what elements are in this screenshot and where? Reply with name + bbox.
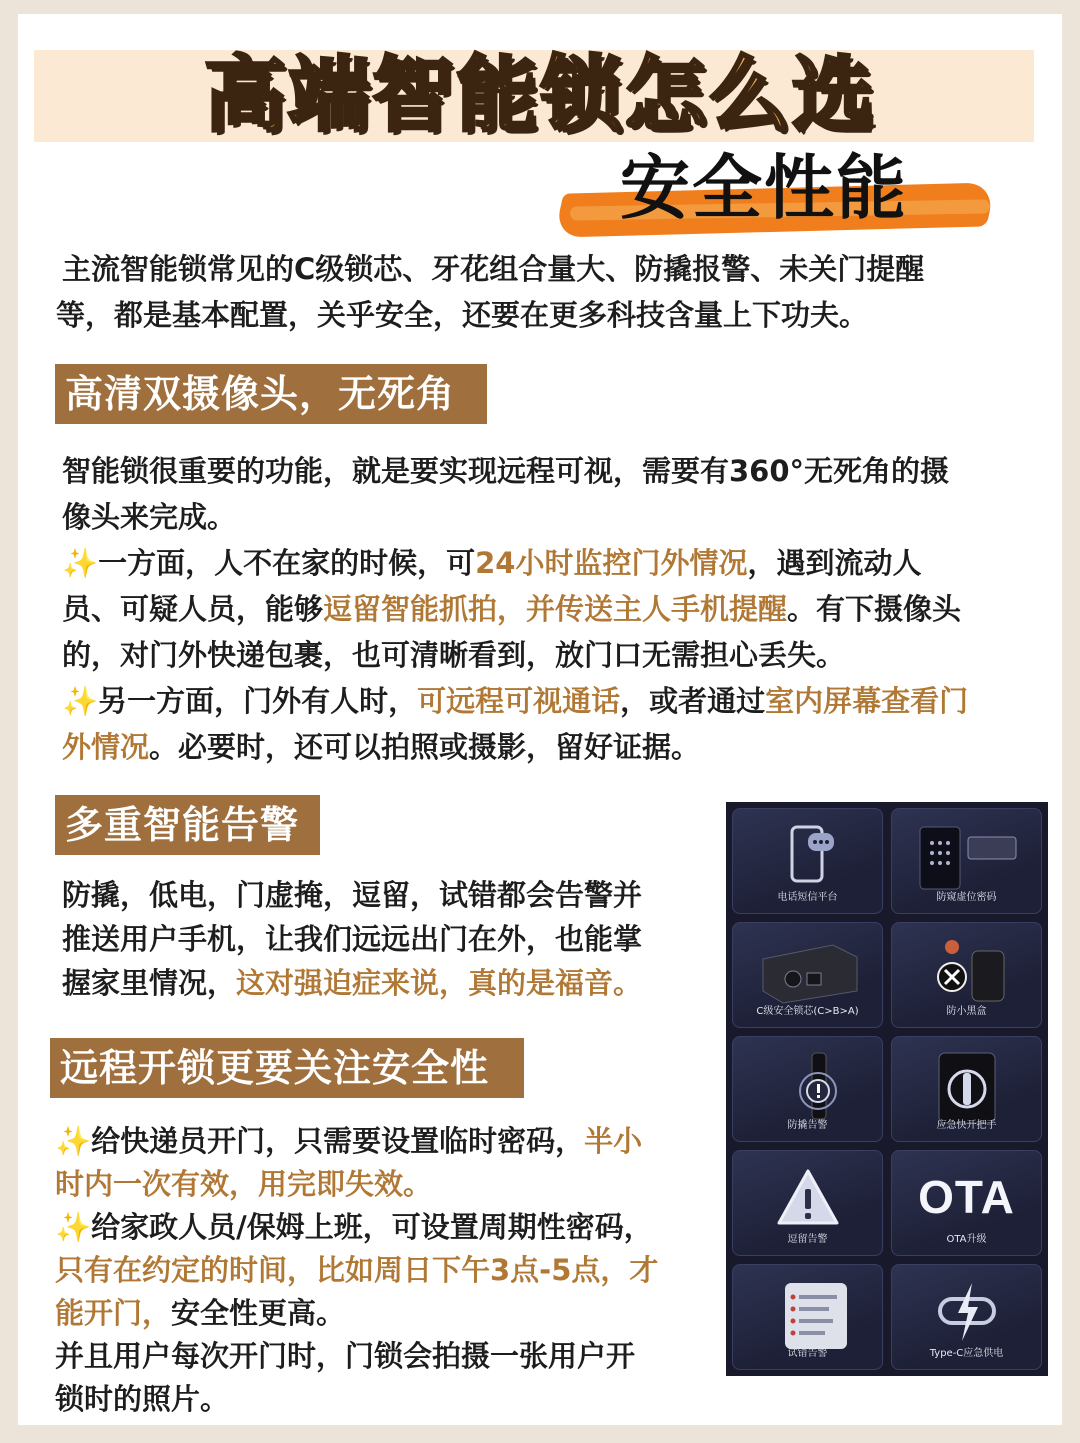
sparkle-icon: ✨ [62, 546, 99, 580]
text-line: 智能锁很重要的功能，就是要实现远程可视，需要有360°无死角的摄 [62, 454, 950, 488]
feature-tile [891, 1150, 1042, 1256]
handle-icon [927, 1051, 1007, 1125]
phone-message-icon [778, 823, 838, 889]
feature-tile [732, 1150, 883, 1256]
text-line [55, 1249, 715, 1292]
tile-label: 逗留告警 [787, 1234, 828, 1245]
feature-tile [891, 922, 1042, 1028]
highlight-text: 逗留智能抓拍，并传送主人手机提醒 [323, 592, 788, 626]
text-line [55, 1206, 715, 1249]
highlight-text: 室内屏幕查看门 [765, 684, 969, 718]
text-span: ，遇到流动人 [747, 546, 922, 580]
text-line: 像头来完成。 [62, 500, 237, 534]
alarm-icon [768, 1051, 848, 1121]
sparkle-icon: ✨ [55, 1210, 92, 1244]
text-line [62, 540, 1047, 586]
blocked-device-icon [912, 937, 1022, 1007]
text-line: 的，对门外快递包裹，也可清晰看到，放门口无需担心丢失。 [62, 638, 846, 672]
text-span: 。有下摄像头 [787, 592, 962, 626]
text-line [62, 586, 1047, 632]
tile-label: C级安全锁芯(C>B>A) [756, 1006, 859, 1017]
tile-label: OTA升级 [946, 1234, 987, 1245]
lock-cylinder-icon [753, 937, 863, 1007]
highlight-text: 时内一次有效，用完即失效。 [55, 1167, 433, 1201]
highlight-text: 只有在约定的时间，比如周日下午3点-5点，才 [55, 1253, 659, 1287]
sub-title: 安全性能 [620, 147, 908, 229]
highlight-text: 24小时监控门外情况 [475, 546, 748, 580]
text-span: 握家里情况， [62, 966, 237, 1000]
text-span: 员、可疑人员，能够 [62, 592, 324, 626]
intro-line: 主流智能锁常见的C级锁芯、牙花组合量大、防撬报警、未关门提醒 [62, 252, 925, 286]
tile-label: 应急快开把手 [936, 1120, 997, 1131]
alarm-paragraph [62, 873, 722, 1005]
intro-line: 等，都是基本配置，关乎安全，还要在更多科技含量上下功夫。 [56, 298, 869, 332]
text-span: ，或者通过 [620, 684, 766, 718]
text-line: 防撬，低电，门虚掩，逗留，试错都会告警并 [62, 878, 643, 912]
text-span: 给家政人员/保姆上班，可设置周期性密码， [91, 1210, 653, 1244]
text-line: 并且用户每次开门时，门锁会拍摄一张用户开 [55, 1339, 636, 1373]
feature-tile [891, 1264, 1042, 1370]
text-line: 推送用户手机，让我们远远出门在外，也能掌 [62, 922, 643, 956]
text-line [55, 1163, 715, 1206]
tile-label: 电话短信平台 [777, 892, 838, 903]
highlight-text: 能开门， [55, 1296, 172, 1330]
tile-label: 防窥虚位密码 [936, 892, 997, 903]
text-span: 安全性更高。 [171, 1296, 346, 1330]
text-line [62, 678, 1047, 724]
highlight-text: 这对强迫症来说，真的是福音。 [236, 966, 643, 1000]
text-span: 一方面，人不在家的时候，可 [98, 546, 476, 580]
keypad-icon [912, 823, 1022, 893]
warning-icon [773, 1165, 843, 1231]
text-line [55, 1292, 715, 1335]
main-title: 高端智能锁怎么选 [203, 48, 876, 143]
text-span: 。必要时，还可以拍照或摄影，留好证据。 [149, 730, 701, 764]
text-span: 另一方面，门外有人时， [98, 684, 418, 718]
section-heading-camera: 高清双摄像头，无死角 [55, 364, 487, 424]
sparkle-icon: ✨ [62, 684, 99, 718]
feature-panel [726, 802, 1048, 1376]
remote-unlock-paragraph [55, 1120, 715, 1421]
text-line: 锁时的照片。 [55, 1382, 230, 1416]
phone-list-icon [763, 1279, 853, 1351]
text-line [62, 724, 1047, 770]
highlight-text: 半小 [584, 1124, 643, 1158]
feature-tile [891, 1036, 1042, 1142]
text-line [62, 961, 722, 1005]
feature-tile [732, 1036, 883, 1142]
intro-paragraph [56, 246, 1052, 338]
section-heading-remote-unlock: 远程开锁更要关注安全性 [50, 1038, 524, 1098]
highlight-text: 外情况 [62, 730, 150, 764]
tile-label: Type-C应急供电 [929, 1348, 1004, 1359]
camera-paragraph [62, 448, 1047, 770]
feature-tile [732, 1264, 883, 1370]
feature-tile [732, 808, 883, 914]
text-line [55, 1120, 715, 1163]
ota-icon: OTA [918, 1171, 1015, 1223]
section-heading-alarm: 多重智能告警 [55, 795, 320, 855]
tile-label: 防小黑盒 [946, 1006, 987, 1017]
sparkle-icon: ✨ [55, 1124, 92, 1158]
text-span: 给快递员开门，只需要设置临时密码， [91, 1124, 585, 1158]
feature-tile [891, 808, 1042, 914]
feature-tile [732, 922, 883, 1028]
type-c-icon [932, 1279, 1002, 1345]
highlight-text: 可远程可视通话 [417, 684, 621, 718]
tile-label: 试错告警 [787, 1348, 828, 1359]
tile-label: 防撬告警 [787, 1120, 828, 1131]
